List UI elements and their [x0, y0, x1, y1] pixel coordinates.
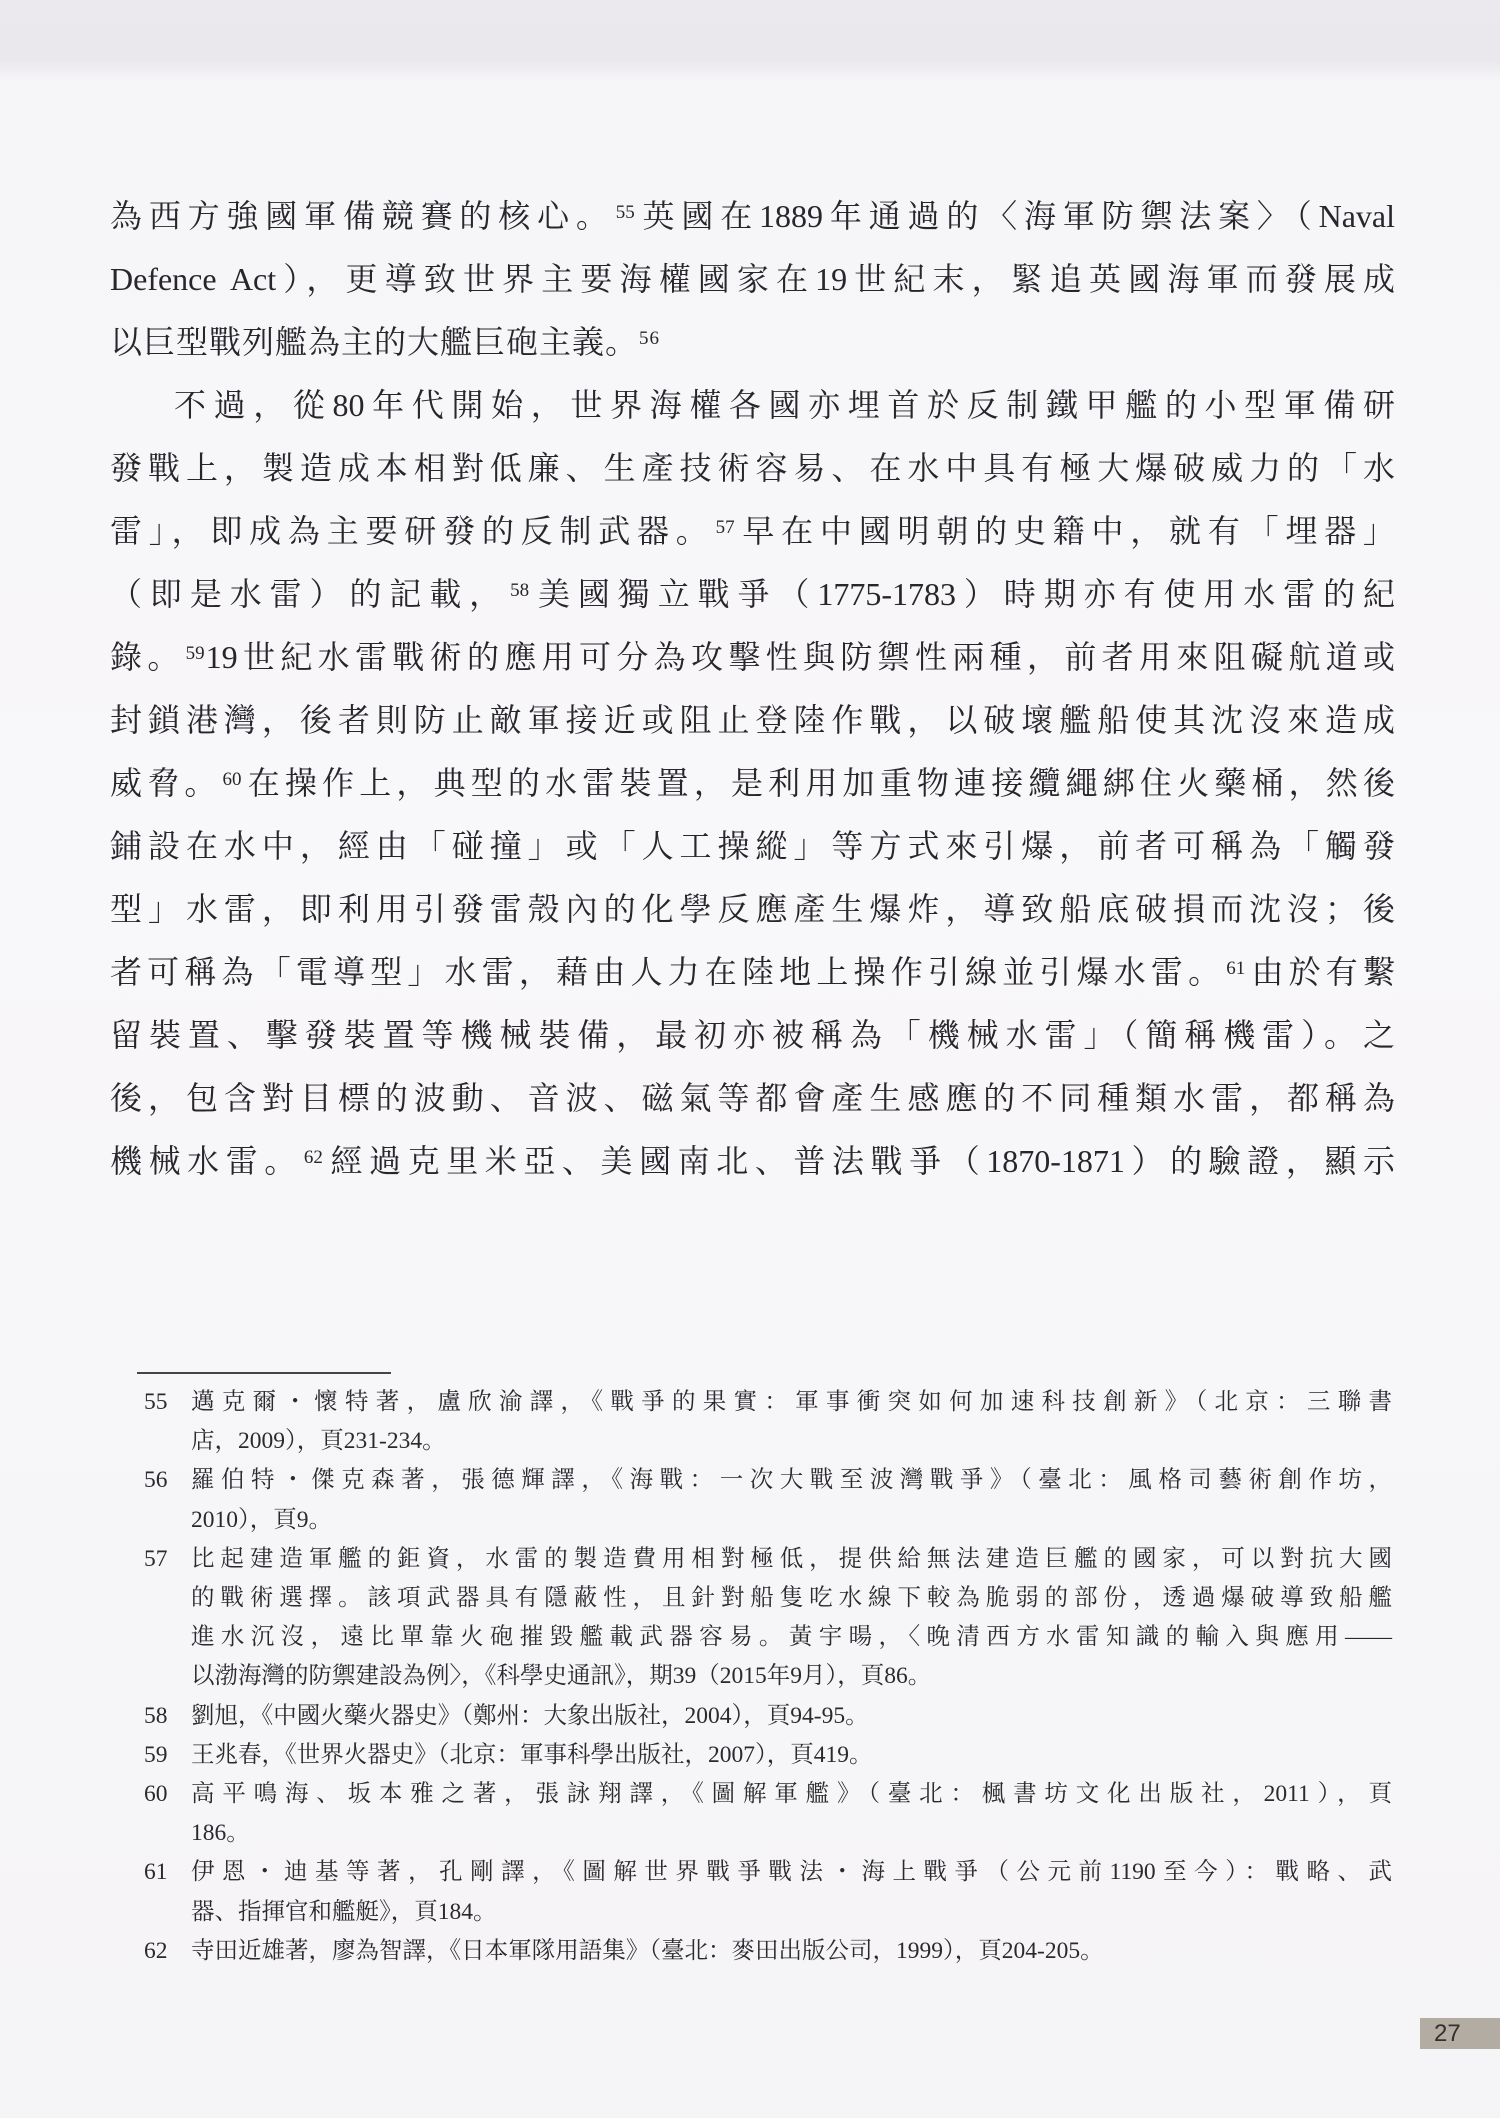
footnote-ref-marker: 55: [615, 202, 635, 223]
body-text-line: 發戰上，製造成本相對低廉、生產技術容易、在水中具有極大爆破威力的「水: [110, 450, 1395, 486]
footnote-line: 55 邁克爾・懷特著，盧欣渝譯，《戰爭的果實：軍事衝突如何加速科技創新》（北京：三聯書: [191, 1383, 1392, 1422]
footnote-line: 59 王兆春，《世界火器史》（北京：軍事科學出版社，2007），頁419。: [191, 1736, 1392, 1775]
footnote-number: 58: [144, 1702, 168, 1729]
footnote-line: 進水沉沒，遠比單靠火砲摧毀艦載武器容易。黃宇暘，〈晚清西方水雷知識的輸入與應用——: [191, 1624, 1392, 1651]
body-text-line: 後，包含對目標的波動、音波、磁氣等都會產生感應的不同種類水雷，都稱為: [110, 1080, 1395, 1116]
footnote-line: 61 伊恩・迪基等著，孔剛譯，《圖解世界戰爭戰法・海上戰爭（公元前1190至今）：戰略、武: [191, 1853, 1392, 1892]
footnote-line: 2010），頁9。: [191, 1506, 332, 1533]
footnote-number: 56: [144, 1467, 168, 1494]
footnote-separator: [137, 1372, 391, 1374]
body-text-line: 雷」，即成為主要研發的反制武器。$^{57}$早在中國明朝的史籍中，就有「埋器」: [110, 513, 1395, 549]
body-text-line: 威脅。$^{60}$在操作上，典型的水雷裝置，是利用加重物連接纜繩綁住火藥桶，然後: [110, 765, 1395, 801]
footnote-item: [144, 1383, 1392, 1461]
body-text-line: （即是水雷）的記載，$^{58}$美國獨立戰爭（1775-1783）時期亦有使用水雷的紀: [110, 576, 1395, 612]
footnote-ref-marker: 60: [222, 769, 242, 790]
footnote-ref-marker: 61: [1226, 958, 1246, 979]
body-text-line: 封鎖港灣，後者則防止敵軍接近或阻止登陸作戰，以破壞艦船使其沈沒來造成: [110, 702, 1395, 738]
body-text: [110, 185, 1395, 1193]
footnote-line: 56 羅伯特・傑克森著，張德輝譯，《海戰：一次大戰至波灣戰爭》（臺北：風格司藝術創作坊，: [191, 1461, 1392, 1500]
footnote-number: 59: [144, 1741, 168, 1768]
footnote-number: 61: [144, 1859, 168, 1886]
body-text-line: Defence Act），更導致世界主要海權國家在19世紀末，緊追英國海軍而發展成: [110, 261, 1395, 297]
body-text-line: 為西方強國軍備競賽的核心。$^{55}$英國在1889年通過的〈海軍防禦法案〉（Naval: [110, 198, 1395, 234]
body-text-line: 鋪設在水中，經由「碰撞」或「人工操縱」等方式來引爆，前者可稱為「觸發: [110, 828, 1395, 864]
footnote-ref-marker: 59: [185, 643, 205, 664]
footnote-item: [144, 1540, 1392, 1697]
footnote-item: [144, 1853, 1392, 1931]
footnote-ref-marker: 56: [639, 328, 661, 349]
page-number: 27: [1420, 2018, 1500, 2049]
footnote-line: 186。: [191, 1820, 250, 1847]
footnote-item: [144, 1775, 1392, 1853]
body-text-line: 不過，從80年代開始，世界海權各國亦埋首於反制鐵甲艦的小型軍備研: [174, 387, 1395, 423]
footnote-item: [144, 1736, 1392, 1775]
footnote-line: 的戰術選擇。該項武器具有隱蔽性，且針對船隻吃水線下較為脆弱的部份，透過爆破導致船艦: [191, 1585, 1392, 1612]
body-text-line: 機械水雷。$^{62}$經過克里米亞、美國南北、普法戰爭（1870-1871）的驗證，顯示: [110, 1143, 1395, 1179]
footnote-line: 器、指揮官和艦艇》，頁184。: [191, 1898, 497, 1925]
footnote-line: 57 比起建造軍艦的鉅資，水雷的製造費用相對極低，提供給無法建造巨艦的國家，可以對抗大國: [191, 1540, 1392, 1579]
body-text-line: 留裝置、擊發裝置等機械裝備，最初亦被稱為「機械水雷」（簡稱機雷）。之: [110, 1017, 1395, 1053]
body-text-line: 型」水雷，即利用引發雷殼內的化學反應產生爆炸，導致船底破損而沈沒；後: [110, 891, 1395, 927]
footnote-number: 62: [144, 1937, 168, 1964]
footnote-line: 58 劉旭，《中國火藥火器史》（鄭州：大象出版社，2004），頁94-95。: [191, 1697, 1392, 1736]
footnote-item: [144, 1932, 1392, 1971]
footnote-number: 57: [144, 1545, 168, 1572]
body-text-line: 以巨型戰列艦為主的大艦巨砲主義。$^{56}$: [110, 324, 661, 360]
footnote-line: 店，2009），頁231-234。: [191, 1428, 446, 1455]
footnote-line: 以渤海灣的防禦建設為例〉，《科學史通訊》，期39（2015年9月），頁86。: [191, 1663, 932, 1690]
footnotes-section: [144, 1383, 1392, 1971]
body-text-line: 者可稱為「電導型」水雷，藉由人力在陸地上操作引線並引爆水雷。$^{61}$由於有繫: [110, 954, 1395, 990]
footnote-line: 60 高平鳴海、坂本雅之著，張詠翔譯，《圖解軍艦》（臺北：楓書坊文化出版社，2011），頁: [191, 1775, 1392, 1814]
footnote-line: 62 寺田近雄著，廖為智譯，《日本軍隊用語集》（臺北：麥田出版公司，1999），頁204-205。: [191, 1932, 1392, 1971]
footnote-item: [144, 1697, 1392, 1736]
footnote-item: [144, 1461, 1392, 1539]
footnote-number: 55: [144, 1389, 168, 1415]
body-text-line: 錄。$^{59}$19世紀水雷戰術的應用可分為攻擊性與防禦性兩種，前者用來阻礙航道或: [110, 639, 1395, 675]
footnote-ref-marker: 58: [510, 580, 530, 601]
footnote-ref-marker: 62: [303, 1147, 323, 1168]
footnote-number: 60: [144, 1781, 168, 1808]
footnote-ref-marker: 57: [715, 517, 735, 538]
